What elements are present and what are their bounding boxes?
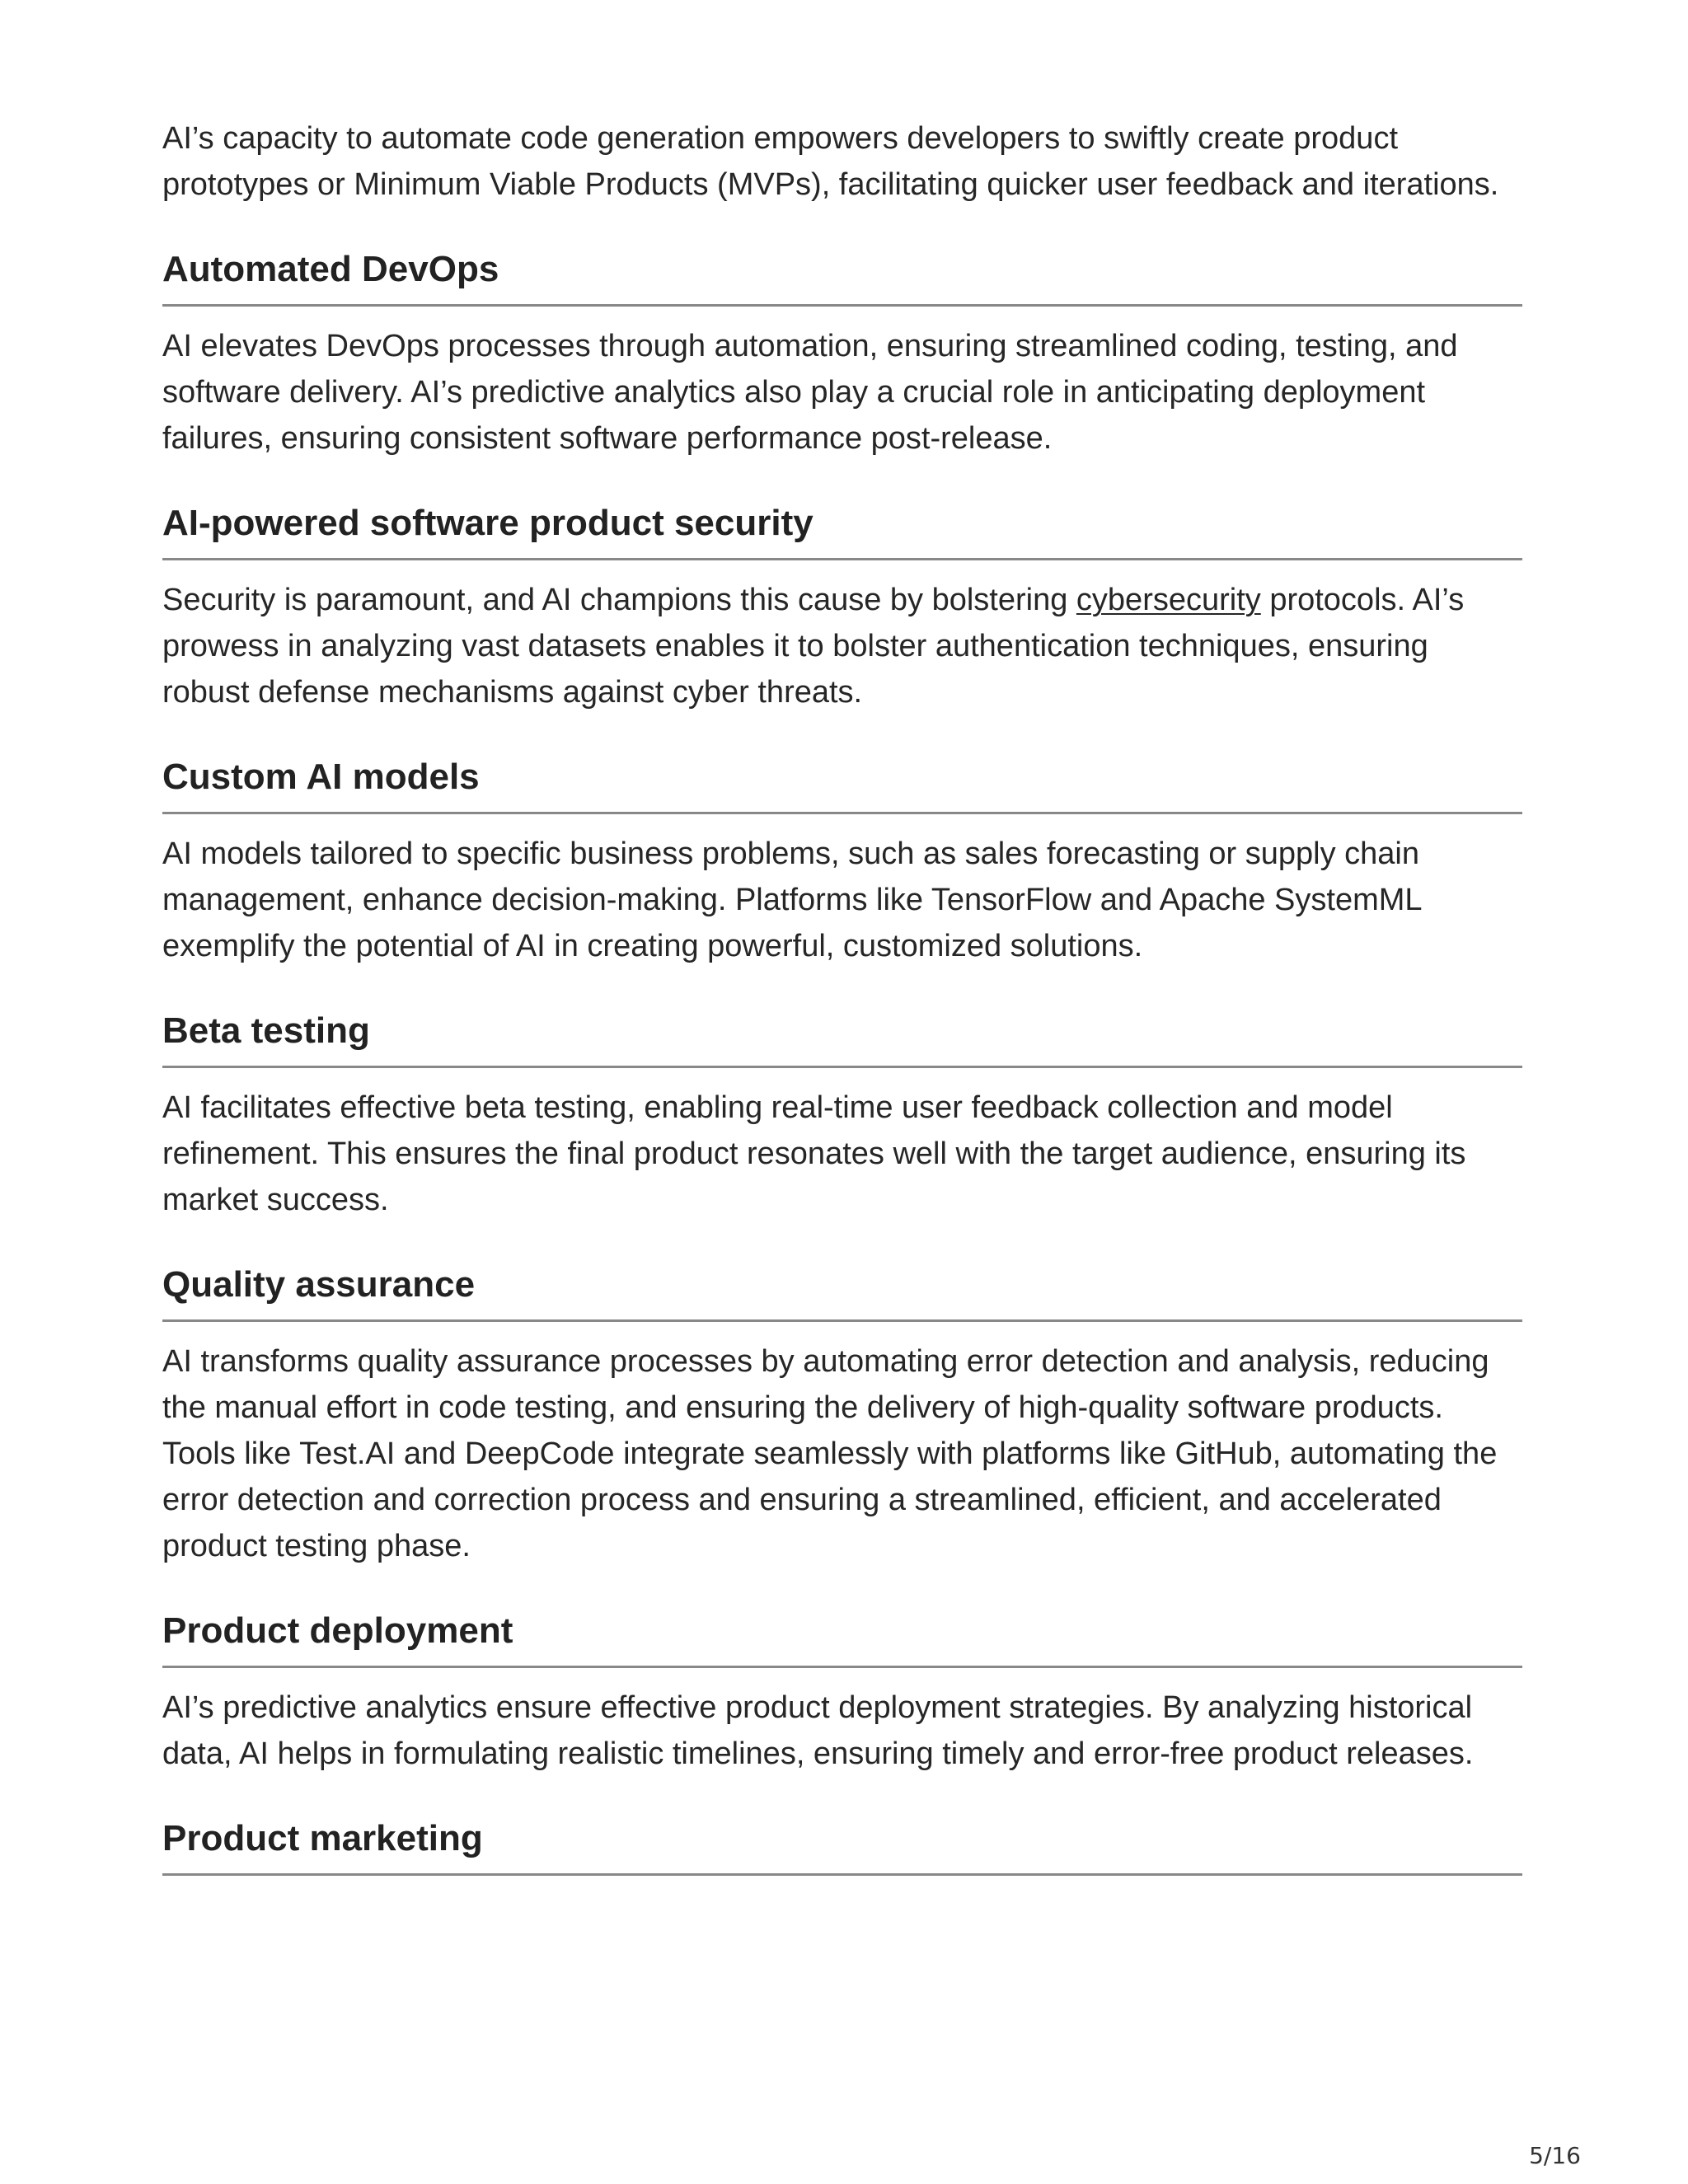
section-heading: Automated DevOps [162, 246, 1522, 307]
intro-paragraph: AI’s capacity to automate code generation empowers developers to swiftly create product prototypes or Minimum Viable Products (MVPs), facilitating quicker user feedback and iterations. [162, 121, 1499, 202]
section-heading: Product deployment [162, 1608, 1522, 1668]
section-beta-testing [162, 1008, 1522, 1223]
section-heading: Product marketing [162, 1816, 1522, 1876]
cybersecurity-link[interactable]: cybersecurity [1076, 583, 1261, 617]
section-product-marketing [162, 1816, 1522, 1876]
section-paragraph [162, 577, 1522, 715]
section-paragraph: AI models tailored to specific business problems, such as sales forecasting or supply chain management, enhance decision-making. Platforms like TensorFlow and Apache SystemML exemplify the potential of AI in creating powerful, customized solutions. [162, 837, 1422, 963]
section-paragraph: AI facilitates effective beta testing, enabling real-time user feedback collection and model refinement. This ensures the final product resonates well with the target audience, ensuring its market success. [162, 1090, 1466, 1217]
section-heading: Custom AI models [162, 754, 1522, 814]
section-product-security [162, 500, 1522, 715]
paragraph-text-before-link: Security is paramount, and AI champions this cause by bolstering [162, 583, 1076, 617]
document-page [162, 115, 1522, 1876]
section-custom-ai-models [162, 754, 1522, 969]
section-automated-devops [162, 246, 1522, 462]
section-heading: AI-powered software product security [162, 500, 1522, 560]
section-quality-assurance [162, 1262, 1522, 1569]
section-paragraph: AI transforms quality assurance processes by automating error detection and analysis, reducing the manual effort in code testing, and ensuring the delivery of high-quality software products. Tools like Test.AI and DeepCode integrate seamlessly with platforms like GitHub, automating the error detection and correction process and ensuring a streamlined, efficient, and accelerated product testing phase. [162, 1344, 1498, 1563]
paragraph-text-after-link: protocols. AI’s prowess in analyzing vast datasets enables it to bolster authentication techniques, ensuring robust defense mechanisms against cyber threats. [162, 583, 1465, 710]
section-product-deployment [162, 1608, 1522, 1777]
section-paragraph: AI’s predictive analytics ensure effective product deployment strategies. By analyzing historical data, AI helps in formulating realistic timelines, ensuring timely and error-free product releases. [162, 1690, 1474, 1771]
section-paragraph: AI elevates DevOps processes through automation, ensuring streamlined coding, testing, and software delivery. AI’s predictive analytics also play a crucial role in anticipating deployment failures, ensuring consistent software performance post-release. [162, 329, 1458, 456]
page-number: 5/16 [1529, 2142, 1581, 2169]
section-heading: Beta testing [162, 1008, 1522, 1068]
section-heading: Quality assurance [162, 1262, 1522, 1322]
